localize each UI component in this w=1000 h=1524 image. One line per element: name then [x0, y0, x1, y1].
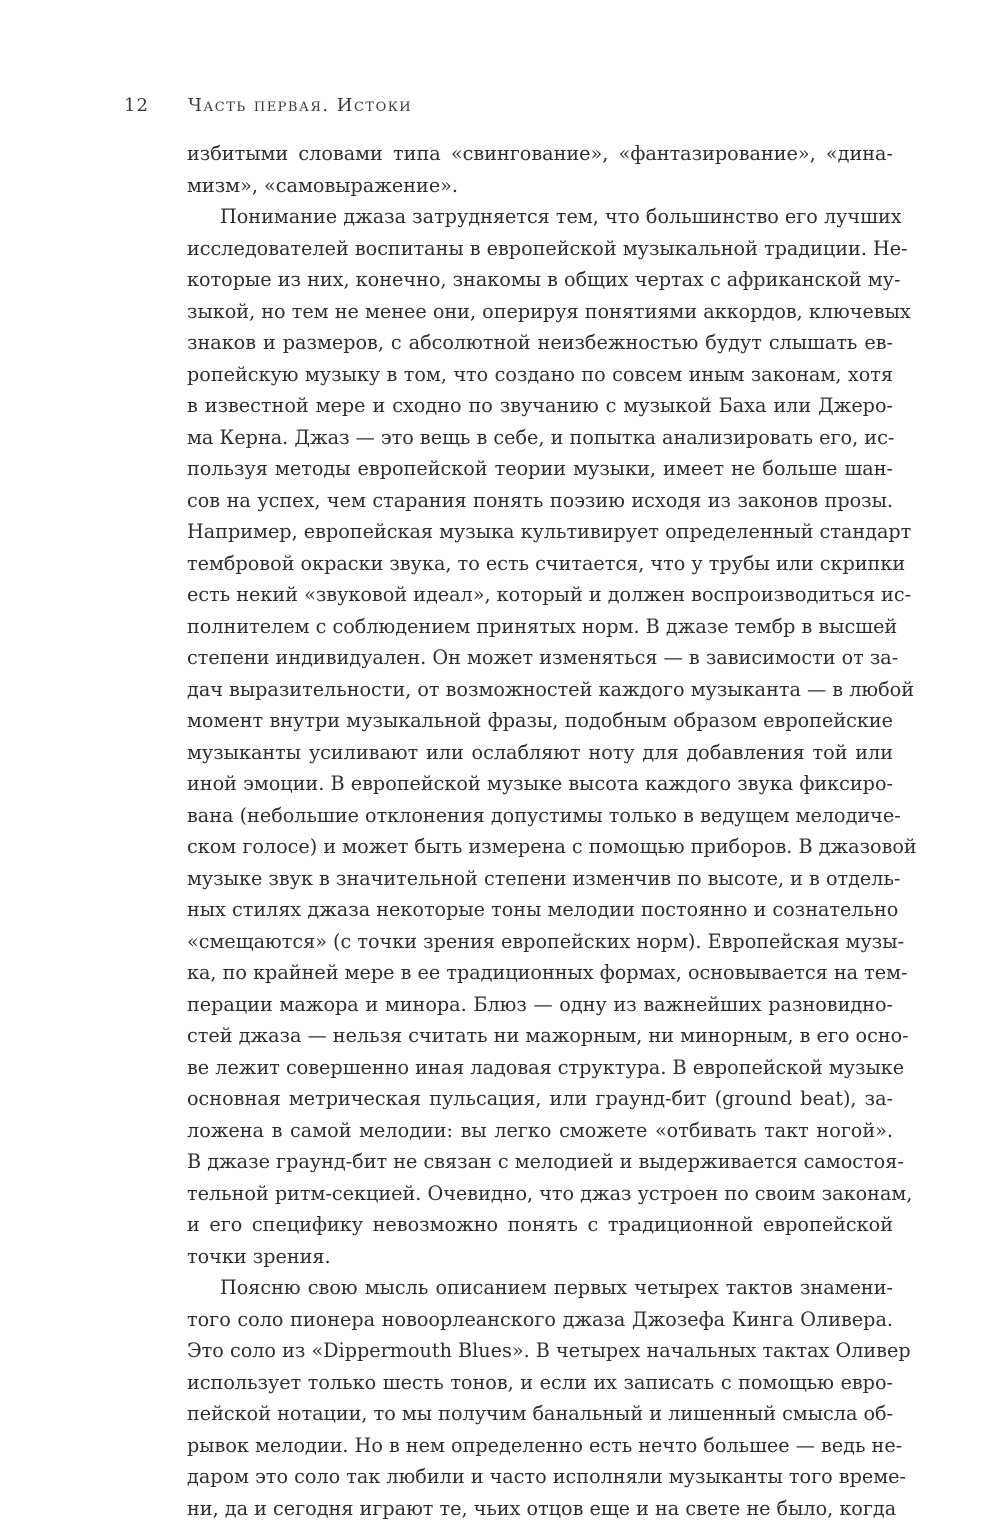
text-line: стей джаза — нельзя считать ни мажорным, ни минорным, в его осно- — [187, 1020, 893, 1052]
text-line: дач выразительности, от возможностей каждого музыканта — в любой — [187, 674, 893, 706]
paragraph — [187, 201, 893, 1272]
text-line: ропейскую музыку в том, что создано по совсем иным законам, хотя — [187, 359, 893, 391]
text-line: основная метрическая пульсация, или граунд-бит (ground beat), за- — [187, 1083, 893, 1115]
text-line: рывок мелодии. Но в нем определенно есть нечто большее — ведь не- — [187, 1430, 893, 1462]
text-line: ма Керна. Джаз — это вещь в себе, и попытка анализировать его, ис- — [187, 422, 893, 454]
text-line: пейской нотации, то мы получим банальный и лишенный смысла об- — [187, 1398, 893, 1430]
text-line: сов на успех, чем старания понять поэзию исходя из законов прозы. — [187, 485, 893, 517]
text-line: момент внутри музыкальной фразы, подобным образом европейские — [187, 705, 893, 737]
text-line: тембровой окраски звука, то есть считается, что у трубы или скрипки — [187, 548, 893, 580]
text-line: ных стилях джаза некоторые тоны мелодии постоянно и сознательно — [187, 894, 893, 926]
section-title: Часть первая. Истоки — [188, 95, 412, 116]
text-line: и его специфику невозможно понять с традиционной европейской — [187, 1209, 893, 1241]
text-line: Поясню свою мысль описанием первых четырех тактов знамени- — [187, 1272, 893, 1304]
paragraph — [187, 1272, 893, 1524]
text-line: исследователей воспитаны в европейской музыкальной традиции. Не- — [187, 233, 893, 265]
text-line: ве лежит совершенно иная ладовая структура. В европейской музыке — [187, 1052, 893, 1084]
text-line: которые из них, конечно, знакомы в общих чертах с африканской му- — [187, 264, 893, 296]
text-line: вана (небольшие отклонения допустимы только в ведущем мелодиче- — [187, 800, 893, 832]
body-text — [187, 138, 893, 1524]
text-line: «смещаются» (с точки зрения европейских норм). Европейская музы- — [187, 926, 893, 958]
text-line: полнителем с соблюдением принятых норм. В джазе тембр в высшей — [187, 611, 893, 643]
text-line: знаков и размеров, с абсолютной неизбежностью будут слышать ев- — [187, 327, 893, 359]
text-line: В джазе граунд-бит не связан с мелодией и выдерживается самостоя- — [187, 1146, 893, 1178]
paragraph — [187, 138, 893, 201]
text-line: Это соло из «Dippermouth Blues». В четырех начальных тактах Оливер — [187, 1335, 893, 1367]
text-line: перации мажора и минора. Блюз — одну из важнейших разновидно- — [187, 989, 893, 1021]
text-line: в известной мере и сходно по звучанию с музыкой Баха или Джеро- — [187, 390, 893, 422]
text-line: иной эмоции. В европейской музыке высота каждого звука фиксиро- — [187, 768, 893, 800]
text-line: степени индивидуален. Он может изменяться — в зависимости от за- — [187, 642, 893, 674]
running-head — [124, 95, 412, 116]
text-line: Понимание джаза затрудняется тем, что большинство его лучших — [187, 201, 893, 233]
text-line: тельной ритм-секцией. Очевидно, что джаз устроен по своим законам, — [187, 1178, 893, 1210]
text-line: есть некий «звуковой идеал», который и должен воспроизводиться ис- — [187, 579, 893, 611]
text-line: зыкой, но тем не менее они, оперируя понятиями аккордов, ключевых — [187, 296, 893, 328]
text-line: Например, европейская музыка культивирует определенный стандарт — [187, 516, 893, 548]
text-line: музыке звук в значительной степени изменчив по высоте, и в отдель- — [187, 863, 893, 895]
text-line: ском голосе) и может быть измерена с помощью приборов. В джазовой — [187, 831, 893, 863]
text-line: ка, по крайней мере в ее традиционных формах, основывается на тем- — [187, 957, 893, 989]
text-line: точки зрения. — [187, 1241, 893, 1273]
text-line: того соло пионера новоорлеанского джаза Джозефа Кинга Оливера. — [187, 1304, 893, 1336]
text-line: ни, да и сегодня играют те, чьих отцов еще и на свете не было, когда — [187, 1493, 893, 1524]
text-line: даром это соло так любили и часто исполняли музыканты того време- — [187, 1461, 893, 1493]
text-line: ложена в самой мелодии: вы легко сможете «отбивать такт ногой». — [187, 1115, 893, 1147]
page-number: 12 — [124, 95, 188, 116]
text-line: использует только шесть тонов, и если их записать с помощью евро- — [187, 1367, 893, 1399]
text-line: мизм», «самовыражение». — [187, 170, 893, 202]
text-line: избитыми словами типа «свингование», «фантазирование», «дина- — [187, 138, 893, 170]
text-line: музыканты усиливают или ослабляют ноту для добавления той или — [187, 737, 893, 769]
text-line: пользуя методы европейской теории музыки, имеет не больше шан- — [187, 453, 893, 485]
